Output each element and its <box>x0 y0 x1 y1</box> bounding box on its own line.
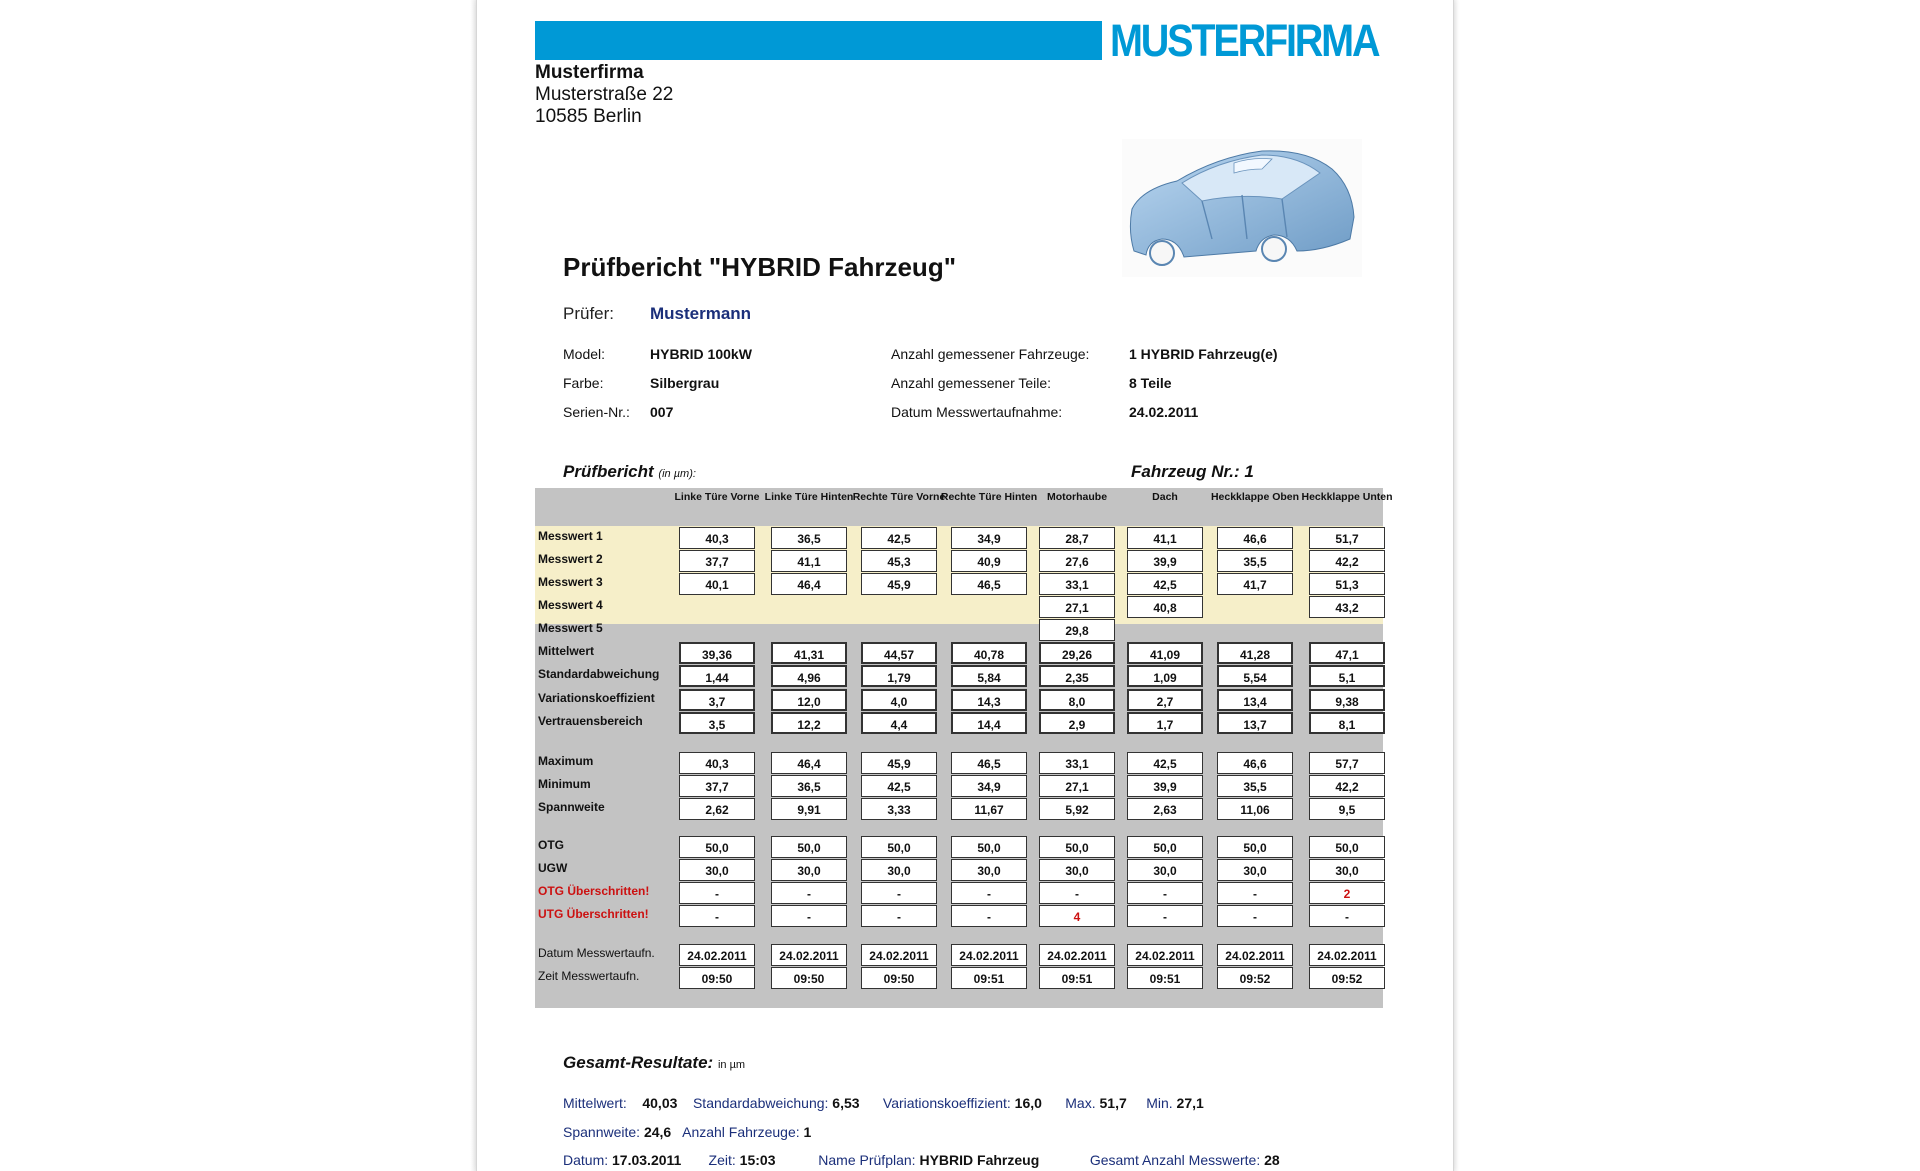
row-label-11: Minimum <box>538 777 591 791</box>
table-cell-r1-c1: 40,3 <box>679 527 755 549</box>
table-cell-r13-c5: 50,0 <box>1039 836 1115 858</box>
info-color-value: Silbergrau <box>650 375 720 391</box>
summary-line-1 <box>563 1095 1204 1111</box>
column-header-5: Motorhaube <box>1046 491 1108 503</box>
table-cell-r2-c8: 42,2 <box>1309 550 1385 572</box>
table-cell-r14-c7: 30,0 <box>1217 859 1293 881</box>
column-header-7: Heckklappe Oben <box>1210 491 1300 503</box>
company-city: 10585 Berlin <box>535 106 642 127</box>
table-cell-r8-c6: 2,7 <box>1127 689 1203 711</box>
table-cell-r7-c3: 1,79 <box>861 665 937 687</box>
table-cell-r6-c6: 41,09 <box>1127 642 1203 664</box>
table-cell-r11-c6: 39,9 <box>1127 775 1203 797</box>
table-cell-r8-c8: 9,38 <box>1309 689 1385 711</box>
table-cell-r4-c5: 27,1 <box>1039 596 1115 618</box>
column-header-2: Linke Türe Hinten <box>764 491 854 503</box>
table-cell-r1-c4: 34,9 <box>951 527 1027 549</box>
row-label-13: OTG <box>538 838 564 852</box>
table-cell-r16-c3: - <box>861 905 937 927</box>
info-vehicles-value: 1 HYBRID Fahrzeug(e) <box>1129 346 1278 362</box>
table-cell-r2-c3: 45,3 <box>861 550 937 572</box>
table-cell-r14-c5: 30,0 <box>1039 859 1115 881</box>
table-cell-r3-c5: 33,1 <box>1039 573 1115 595</box>
row-label-16: UTG Überschritten! <box>538 907 649 921</box>
table-cell-r16-c7: - <box>1217 905 1293 927</box>
table-cell-r8-c1: 3,7 <box>679 689 755 711</box>
table-cell-r16-c1: - <box>679 905 755 927</box>
table-cell-r1-c2: 36,5 <box>771 527 847 549</box>
table-cell-r2-c2: 41,1 <box>771 550 847 572</box>
table-cell-r11-c7: 35,5 <box>1217 775 1293 797</box>
summary-date-label: Datum: <box>563 1152 609 1168</box>
info-parts-label: Anzahl gemessener Teile: <box>891 375 1052 391</box>
row-label-4: Messwert 4 <box>538 598 603 612</box>
table-cell-r13-c1: 50,0 <box>679 836 755 858</box>
table-cell-r11-c4: 34,9 <box>951 775 1027 797</box>
summary-stddev-value: 6,53 <box>832 1095 860 1111</box>
table-cell-r9-c2: 12,2 <box>771 712 847 734</box>
table-cell-r7-c2: 4,96 <box>771 665 847 687</box>
table-cell-r14-c8: 30,0 <box>1309 859 1385 881</box>
table-cell-r8-c7: 13,4 <box>1217 689 1293 711</box>
summary-range-label: Spannweite: <box>563 1124 641 1140</box>
summary-cv-value: 16,0 <box>1014 1095 1042 1111</box>
column-header-8: Heckklappe Unten <box>1301 491 1393 503</box>
table-cell-r12-c8: 9,5 <box>1309 798 1385 820</box>
row-label-7: Standardabweichung <box>538 667 660 681</box>
table-cell-r17-c2: 24.02.2011 <box>771 944 847 966</box>
table-cell-r12-c5: 5,92 <box>1039 798 1115 820</box>
summary-max-label: Max. <box>1065 1095 1096 1111</box>
summary-max-value: 51,7 <box>1099 1095 1127 1111</box>
table-cell-r16-c4: - <box>951 905 1027 927</box>
table-cell-r8-c3: 4,0 <box>861 689 937 711</box>
table-cell-r1-c3: 42,5 <box>861 527 937 549</box>
table-cell-r2-c6: 39,9 <box>1127 550 1203 572</box>
info-model-value: HYBRID 100kW <box>650 346 752 362</box>
table-cell-r3-c8: 51,3 <box>1309 573 1385 595</box>
column-header-6: Dach <box>1152 491 1178 503</box>
row-label-17: Datum Messwertaufn. <box>538 946 655 960</box>
summary-min-value: 27,1 <box>1176 1095 1204 1111</box>
table-cell-r15-c8: 2 <box>1309 882 1385 904</box>
column-header-4: Rechte Türe Hinten <box>940 491 1038 503</box>
table-cell-r6-c5: 29,26 <box>1039 642 1115 664</box>
table-cell-r8-c2: 12,0 <box>771 689 847 711</box>
table-cell-r5-c5: 29,8 <box>1039 619 1115 641</box>
row-label-6: Mittelwert <box>538 644 595 658</box>
company-logo: MUSTERFIRMA <box>1110 15 1379 66</box>
table-cell-r10-c6: 42,5 <box>1127 752 1203 774</box>
table-cell-r3-c4: 46,5 <box>951 573 1027 595</box>
table-cell-r7-c5: 2,35 <box>1039 665 1115 687</box>
info-vehicles-label: Anzahl gemessener Fahrzeuge: <box>891 346 1090 362</box>
table-cell-r8-c5: 8,0 <box>1039 689 1115 711</box>
row-label-18: Zeit Messwertaufn. <box>538 969 640 983</box>
table-cell-r9-c4: 14,4 <box>951 712 1027 734</box>
summary-count-label: Gesamt Anzahl Messwerte: <box>1089 1152 1261 1168</box>
info-model-label: Model: <box>563 346 606 362</box>
table-cell-r18-c1: 09:50 <box>679 967 755 989</box>
table-cell-r9-c7: 13,7 <box>1217 712 1293 734</box>
table-cell-r7-c4: 5,84 <box>951 665 1027 687</box>
table-cell-r14-c1: 30,0 <box>679 859 755 881</box>
table-cell-r9-c3: 4,4 <box>861 712 937 734</box>
table-cell-r17-c7: 24.02.2011 <box>1217 944 1293 966</box>
table-cell-r14-c2: 30,0 <box>771 859 847 881</box>
table-cell-r10-c7: 46,6 <box>1217 752 1293 774</box>
table-cell-r11-c5: 27,1 <box>1039 775 1115 797</box>
table-cell-r13-c8: 50,0 <box>1309 836 1385 858</box>
table-cell-r17-c1: 24.02.2011 <box>679 944 755 966</box>
table-cell-r10-c4: 46,5 <box>951 752 1027 774</box>
table-cell-r17-c3: 24.02.2011 <box>861 944 937 966</box>
summary-mean-label: Mittelwert: <box>563 1095 627 1111</box>
row-label-12: Spannweite <box>538 800 605 814</box>
table-cell-r16-c8: - <box>1309 905 1385 927</box>
table-cell-r4-c6: 40,8 <box>1127 596 1203 618</box>
row-label-8: Variationskoeffizient <box>538 691 655 705</box>
document-page <box>476 0 1454 1171</box>
row-label-2: Messwert 2 <box>538 552 603 566</box>
summary-vehicles-value: 1 <box>803 1124 812 1140</box>
table-cell-r13-c7: 50,0 <box>1217 836 1293 858</box>
table-cell-r18-c7: 09:52 <box>1217 967 1293 989</box>
table-cell-r3-c3: 45,9 <box>861 573 937 595</box>
table-cell-r18-c4: 09:51 <box>951 967 1027 989</box>
row-label-5: Messwert 5 <box>538 621 603 635</box>
table-cell-r11-c3: 42,5 <box>861 775 937 797</box>
table-cell-r13-c6: 50,0 <box>1127 836 1203 858</box>
table-cell-r15-c4: - <box>951 882 1027 904</box>
info-color-label: Farbe: <box>563 375 604 391</box>
table-cell-r17-c4: 24.02.2011 <box>951 944 1027 966</box>
row-label-14: UGW <box>538 861 568 875</box>
summary-title: Gesamt-Resultate: <box>563 1053 714 1072</box>
section-title: Prüfbericht <box>563 462 654 481</box>
table-cell-r18-c6: 09:51 <box>1127 967 1203 989</box>
table-cell-r6-c3: 44,57 <box>861 642 937 664</box>
report-title: Prüfbericht "HYBRID Fahrzeug" <box>563 252 957 282</box>
summary-plan-label: Name Prüfplan: <box>818 1152 916 1168</box>
table-cell-r3-c7: 41,7 <box>1217 573 1293 595</box>
table-cell-r17-c8: 24.02.2011 <box>1309 944 1385 966</box>
section-heading <box>563 462 696 482</box>
row-label-1: Messwert 1 <box>538 529 603 543</box>
table-cell-r3-c1: 40,1 <box>679 573 755 595</box>
table-cell-r15-c3: - <box>861 882 937 904</box>
table-cell-r12-c1: 2,62 <box>679 798 755 820</box>
table-cell-r16-c2: - <box>771 905 847 927</box>
table-cell-r15-c6: - <box>1127 882 1203 904</box>
table-cell-r12-c6: 2,63 <box>1127 798 1203 820</box>
brand-bar <box>535 21 1102 60</box>
table-cell-r15-c7: - <box>1217 882 1293 904</box>
info-date-value: 24.02.2011 <box>1129 404 1199 420</box>
summary-count-value: 28 <box>1264 1152 1280 1168</box>
table-cell-r12-c3: 3,33 <box>861 798 937 820</box>
column-header-1: Linke Türe Vorne <box>674 491 760 503</box>
info-parts-value: 8 Teile <box>1129 375 1172 391</box>
table-cell-r9-c1: 3,5 <box>679 712 755 734</box>
table-cell-r4-c8: 43,2 <box>1309 596 1385 618</box>
row-label-15: OTG Überschritten! <box>538 884 650 898</box>
table-cell-r3-c2: 46,4 <box>771 573 847 595</box>
table-cell-r10-c2: 46,4 <box>771 752 847 774</box>
summary-mean-value: 40,03 <box>642 1095 678 1111</box>
table-cell-r1-c6: 41,1 <box>1127 527 1203 549</box>
summary-time-value: 15:03 <box>739 1152 776 1168</box>
table-cell-r17-c5: 24.02.2011 <box>1039 944 1115 966</box>
table-cell-r15-c1: - <box>679 882 755 904</box>
table-cell-r14-c4: 30,0 <box>951 859 1027 881</box>
table-cell-r18-c3: 09:50 <box>861 967 937 989</box>
summary-line-3 <box>563 1152 1280 1168</box>
table-cell-r13-c4: 50,0 <box>951 836 1027 858</box>
summary-plan-value: HYBRID Fahrzeug <box>919 1152 1040 1168</box>
table-cell-r1-c8: 51,7 <box>1309 527 1385 549</box>
table-cell-r13-c3: 50,0 <box>861 836 937 858</box>
table-cell-r3-c6: 42,5 <box>1127 573 1203 595</box>
vehicle-number: Fahrzeug Nr.: 1 <box>1131 462 1254 481</box>
table-cell-r17-c6: 24.02.2011 <box>1127 944 1203 966</box>
table-cell-r1-c5: 28,7 <box>1039 527 1115 549</box>
summary-time-label: Zeit: <box>708 1152 736 1168</box>
summary-stddev-label: Standardabweichung: <box>692 1095 829 1111</box>
table-cell-r18-c2: 09:50 <box>771 967 847 989</box>
table-cell-r10-c8: 57,7 <box>1309 752 1385 774</box>
table-cell-r6-c1: 39,36 <box>679 642 755 664</box>
table-cell-r16-c5: 4 <box>1039 905 1115 927</box>
table-cell-r6-c2: 41,31 <box>771 642 847 664</box>
table-cell-r2-c5: 27,6 <box>1039 550 1115 572</box>
table-cell-r15-c2: - <box>771 882 847 904</box>
table-cell-r7-c6: 1,09 <box>1127 665 1203 687</box>
table-cell-r2-c4: 40,9 <box>951 550 1027 572</box>
table-cell-r6-c7: 41,28 <box>1217 642 1293 664</box>
table-cell-r6-c8: 47,1 <box>1309 642 1385 664</box>
table-cell-r9-c5: 2,9 <box>1039 712 1115 734</box>
table-cell-r10-c5: 33,1 <box>1039 752 1115 774</box>
row-label-10: Maximum <box>538 754 594 768</box>
table-cell-r14-c3: 30,0 <box>861 859 937 881</box>
table-cell-r18-c8: 09:52 <box>1309 967 1385 989</box>
summary-date-value: 17.03.2011 <box>612 1152 682 1168</box>
car-body-image <box>1122 139 1362 277</box>
company-name: Musterfirma <box>535 62 644 83</box>
table-cell-r2-c7: 35,5 <box>1217 550 1293 572</box>
company-street: Musterstraße 22 <box>535 84 674 105</box>
summary-min-label: Min. <box>1146 1095 1173 1111</box>
table-cell-r7-c8: 5,1 <box>1309 665 1385 687</box>
table-cell-r13-c2: 50,0 <box>771 836 847 858</box>
table-cell-r7-c7: 5,54 <box>1217 665 1293 687</box>
row-label-3: Messwert 3 <box>538 575 603 589</box>
summary-unit: in µm <box>717 1059 746 1071</box>
summary-vehicles-label: Anzahl Fahrzeuge: <box>682 1124 800 1140</box>
measurement-table <box>535 488 1393 1008</box>
table-cell-r12-c2: 9,91 <box>771 798 847 820</box>
table-cell-r16-c6: - <box>1127 905 1203 927</box>
table-cell-r10-c3: 45,9 <box>861 752 937 774</box>
table-cell-r7-c1: 1,44 <box>679 665 755 687</box>
table-cell-r10-c1: 40,3 <box>679 752 755 774</box>
section-unit: (in µm): <box>658 468 696 480</box>
info-date-label: Datum Messwertaufnahme: <box>891 404 1063 420</box>
table-cell-r12-c7: 11,06 <box>1217 798 1293 820</box>
table-cell-r11-c8: 42,2 <box>1309 775 1385 797</box>
summary-range-value: 24,6 <box>643 1124 672 1140</box>
pruefer-label: Prüfer: <box>563 304 615 323</box>
table-cell-r11-c2: 36,5 <box>771 775 847 797</box>
table-cell-r14-c6: 30,0 <box>1127 859 1203 881</box>
table-cell-r2-c1: 37,7 <box>679 550 755 572</box>
table-cell-r9-c6: 1,7 <box>1127 712 1203 734</box>
info-serial-label: Serien-Nr.: <box>563 404 630 420</box>
summary-heading <box>563 1053 745 1073</box>
summary-cv-label: Variationskoeffizient: <box>882 1095 1011 1111</box>
table-cell-r12-c4: 11,67 <box>951 798 1027 820</box>
table-cell-r1-c7: 46,6 <box>1217 527 1293 549</box>
pruefer-value: Mustermann <box>650 304 752 323</box>
table-cell-r11-c1: 37,7 <box>679 775 755 797</box>
table-cell-r18-c5: 09:51 <box>1039 967 1115 989</box>
table-cell-r6-c4: 40,78 <box>951 642 1027 664</box>
table-cell-r9-c8: 8,1 <box>1309 712 1385 734</box>
summary-line-2 <box>563 1124 811 1140</box>
table-cell-r8-c4: 14,3 <box>951 689 1027 711</box>
info-serial-value: 007 <box>650 404 674 420</box>
row-label-9: Vertrauensbereich <box>538 714 643 728</box>
column-header-3: Rechte Türe Vorne <box>852 491 946 503</box>
table-cell-r15-c5: - <box>1039 882 1115 904</box>
